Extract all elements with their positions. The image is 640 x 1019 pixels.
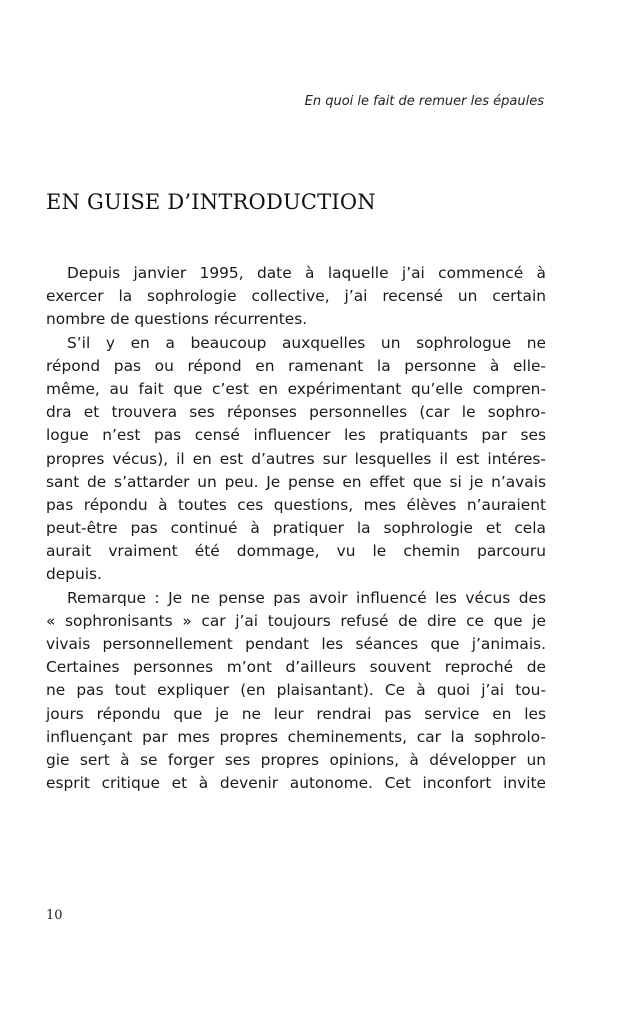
text-line: même, au fait que c’est en expérimentant qu’elle compren-	[46, 379, 546, 398]
text-line: jours répondu que je ne leur rendrai pas service en les	[46, 704, 546, 723]
text-line: « sophronisants » car j’ai toujours refusé de dire ce que je	[46, 611, 546, 630]
text-line: répond pas ou répond en ramenant la personne à elle-	[46, 356, 546, 375]
text-line: sant de s’attarder un peu. Je pense en effet que si je n’avais	[46, 472, 546, 491]
text-line: S’il y en a beaucoup auxquelles un sophrologue ne	[67, 333, 546, 352]
text-line: logue n’est pas censé influencer les pratiquants par ses	[46, 426, 546, 445]
text-line: Certaines personnes m’ont d’ailleurs souvent reproché de	[46, 658, 546, 677]
paragraph	[46, 587, 546, 796]
paragraph	[46, 332, 546, 587]
text-line: exercer la sophrologie collective, j’ai recensé un certain	[46, 287, 546, 306]
text-line: gie sert à se forger ses propres opinions, à développer un	[46, 750, 546, 769]
paragraph	[46, 262, 546, 332]
text-line: ne pas tout expliquer (en plaisantant). Ce à quoi j’ai tou-	[46, 681, 546, 700]
text-line: propres vécus), il en est d’autres sur lesquelles il est intéres-	[46, 449, 546, 468]
text-line: Depuis janvier 1995, date à laquelle j’ai commencé à	[67, 264, 546, 282]
text-line: pas répondu à toutes ces questions, mes élèves n’auraient	[46, 495, 546, 514]
text-line: dra et trouvera ses réponses personnelles (car le sophro-	[46, 403, 546, 422]
text-line: influençant par mes propres cheminements, car la sophrolo-	[46, 727, 546, 746]
text-line: vivais personnellement pendant les séances que j’animais.	[46, 635, 546, 653]
running-head: En quoi le fait de remuer les épaules	[304, 94, 544, 109]
body-text	[46, 262, 546, 795]
chapter-title: EN GUISE D’INTRODUCTION	[46, 190, 376, 214]
text-line: Remarque : Je ne pense pas avoir influencé les vécus des	[67, 588, 546, 607]
text-line: esprit critique et à devenir autonome. Cet inconfort invite	[46, 774, 546, 793]
text-line: nombre de questions récurrentes.	[46, 310, 308, 329]
text-line: aurait vraiment été dommage, vu le chemin parcouru	[46, 542, 546, 561]
text-line: depuis.	[46, 565, 102, 584]
text-line: peut-être pas continué à pratiquer la sophrologie et cela	[46, 519, 546, 538]
page-number: 10	[46, 908, 63, 923]
